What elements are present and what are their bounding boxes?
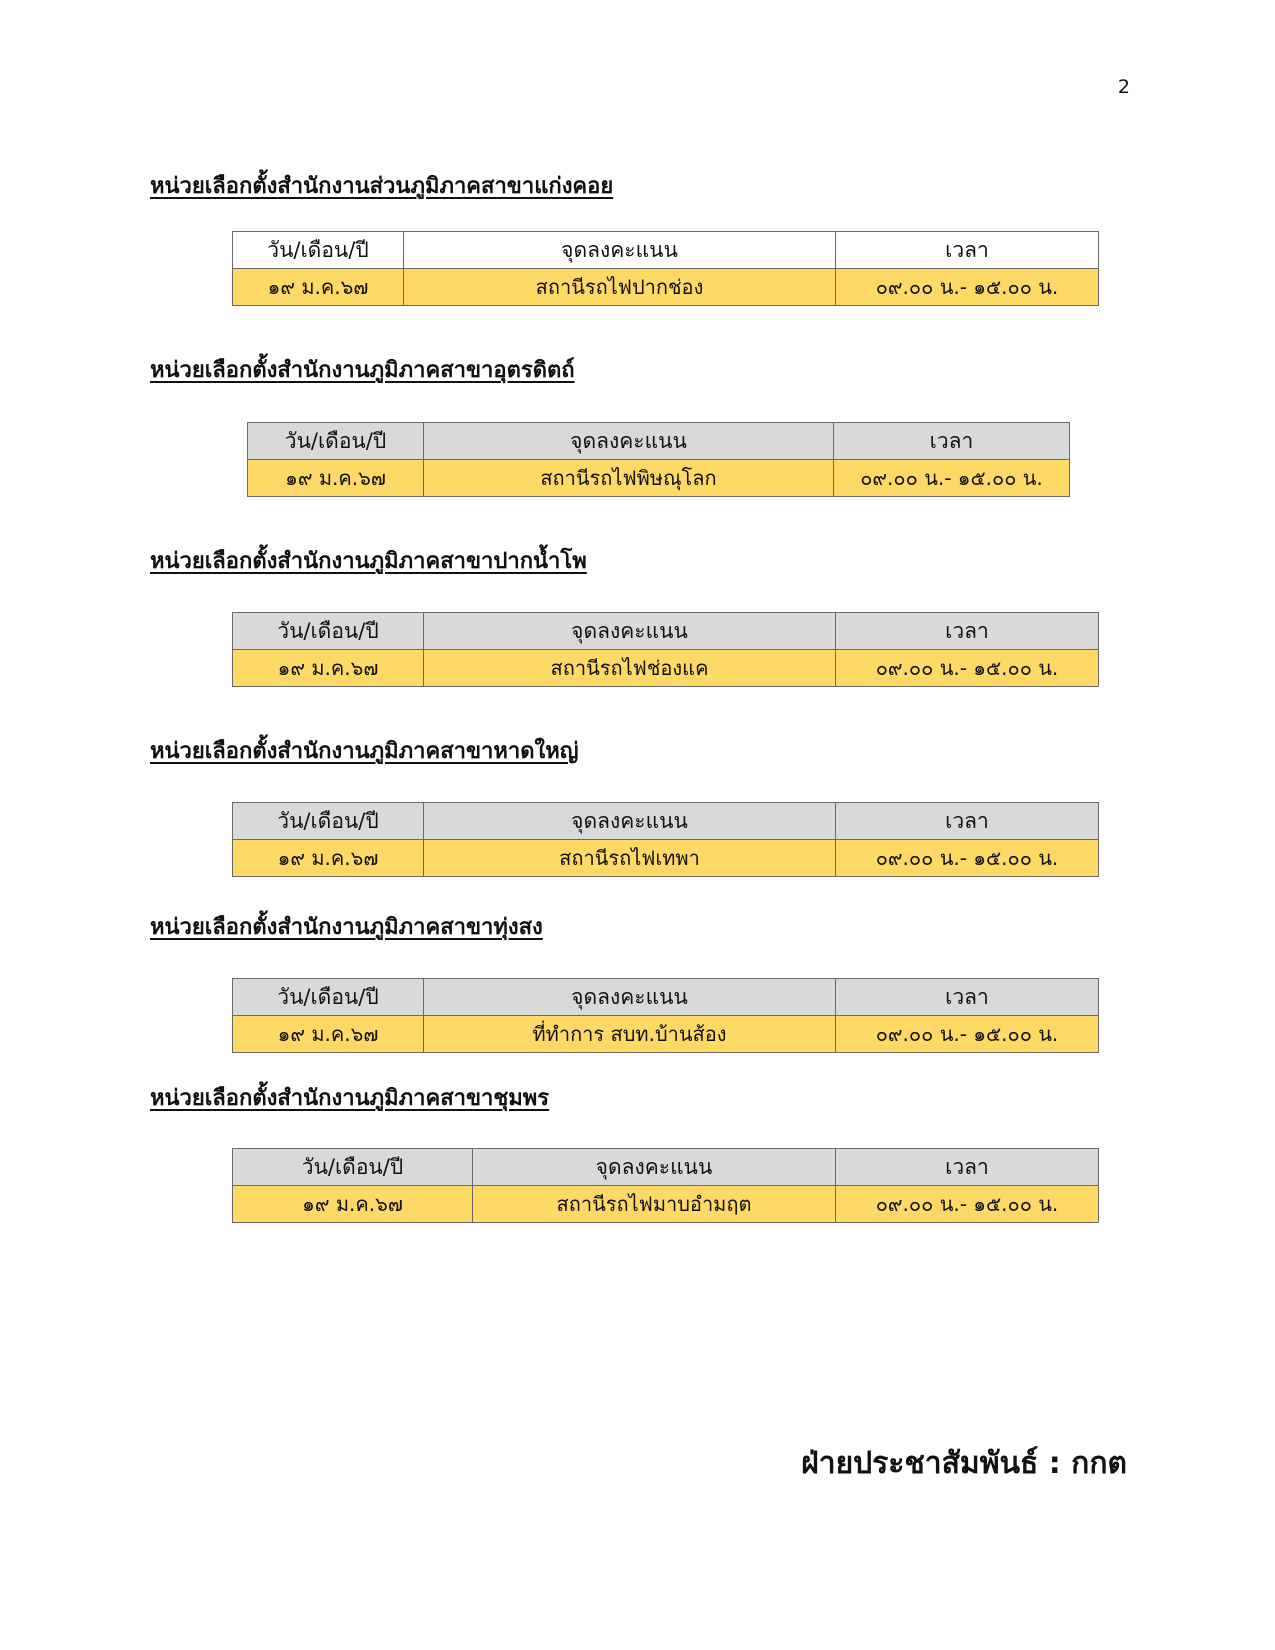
polling-table	[232, 1148, 1099, 1223]
signature: ฝ่ายประชาสัมพันธ์ : กกต	[801, 1446, 1127, 1481]
header-location: จุดลงคะแนน	[473, 1149, 836, 1186]
header-time: เวลา	[836, 232, 1099, 269]
table-row	[248, 460, 1070, 497]
cell-time: ๐๙.๐๐ น.- ๑๕.๐๐ น.	[836, 840, 1099, 877]
table-row	[233, 1016, 1099, 1053]
polling-table	[232, 978, 1099, 1053]
table-header-row	[248, 423, 1070, 460]
table-header-row	[233, 979, 1099, 1016]
polling-table	[232, 802, 1099, 877]
cell-location: สถานีรถไฟพิษณุโลก	[424, 460, 834, 497]
table-row	[233, 1186, 1099, 1223]
header-time: เวลา	[836, 803, 1099, 840]
header-location: จุดลงคะแนน	[404, 232, 836, 269]
header-date: วัน/เดือน/ปี	[248, 423, 424, 460]
table-header-row	[233, 232, 1099, 269]
header-time: เวลา	[834, 423, 1070, 460]
cell-location: ที่ทำการ สบท.บ้านส้อง	[424, 1016, 836, 1053]
header-location: จุดลงคะแนน	[424, 613, 836, 650]
cell-date: ๑๙ ม.ค.๖๗	[233, 269, 404, 306]
header-date: วัน/เดือน/ปี	[233, 613, 424, 650]
section-heading: หน่วยเลือกตั้งสำนักงานภูมิภาคสาขาทุ่งสง	[150, 915, 543, 940]
section-heading: หน่วยเลือกตั้งสำนักงานภูมิภาคสาขาหาดใหญ่	[150, 739, 579, 764]
table-row	[233, 650, 1099, 687]
header-date: วัน/เดือน/ปี	[233, 979, 424, 1016]
cell-time: ๐๙.๐๐ น.- ๑๕.๐๐ น.	[836, 1016, 1099, 1053]
page-number: 2	[1117, 76, 1130, 98]
cell-date: ๑๙ ม.ค.๖๗	[233, 650, 424, 687]
header-location: จุดลงคะแนน	[424, 979, 836, 1016]
section-heading: หน่วยเลือกตั้งสำนักงานส่วนภูมิภาคสาขาแก่งคอย	[150, 174, 614, 199]
table-header-row	[233, 803, 1099, 840]
cell-time: ๐๙.๐๐ น.- ๑๕.๐๐ น.	[836, 269, 1099, 306]
cell-time: ๐๙.๐๐ น.- ๑๕.๐๐ น.	[834, 460, 1070, 497]
header-date: วัน/เดือน/ปี	[233, 1149, 473, 1186]
cell-location: สถานีรถไฟช่องแค	[424, 650, 836, 687]
cell-date: ๑๙ ม.ค.๖๗	[233, 1016, 424, 1053]
cell-time: ๐๙.๐๐ น.- ๑๕.๐๐ น.	[836, 1186, 1099, 1223]
cell-date: ๑๙ ม.ค.๖๗	[233, 840, 424, 877]
section-heading: หน่วยเลือกตั้งสำนักงานภูมิภาคสาขาปากน้ำโพ	[150, 549, 587, 574]
polling-table	[232, 612, 1099, 687]
section-heading: หน่วยเลือกตั้งสำนักงานภูมิภาคสาขาชุมพร	[150, 1086, 550, 1111]
cell-location: สถานีรถไฟเทพา	[424, 840, 836, 877]
cell-location: สถานีรถไฟมาบอำมฤต	[473, 1186, 836, 1223]
header-time: เวลา	[836, 979, 1099, 1016]
cell-location: สถานีรถไฟปากช่อง	[404, 269, 836, 306]
table-header-row	[233, 1149, 1099, 1186]
cell-date: ๑๙ ม.ค.๖๗	[248, 460, 424, 497]
header-date: วัน/เดือน/ปี	[233, 803, 424, 840]
section-heading: หน่วยเลือกตั้งสำนักงานภูมิภาคสาขาอุตรดิตถ์	[150, 358, 575, 383]
header-date: วัน/เดือน/ปี	[233, 232, 404, 269]
table-row	[233, 269, 1099, 306]
table-row	[233, 840, 1099, 877]
table-header-row	[233, 613, 1099, 650]
cell-date: ๑๙ ม.ค.๖๗	[233, 1186, 473, 1223]
polling-table	[232, 231, 1099, 306]
cell-time: ๐๙.๐๐ น.- ๑๕.๐๐ น.	[836, 650, 1099, 687]
header-location: จุดลงคะแนน	[424, 423, 834, 460]
polling-table	[247, 422, 1070, 497]
header-location: จุดลงคะแนน	[424, 803, 836, 840]
header-time: เวลา	[836, 613, 1099, 650]
header-time: เวลา	[836, 1149, 1099, 1186]
